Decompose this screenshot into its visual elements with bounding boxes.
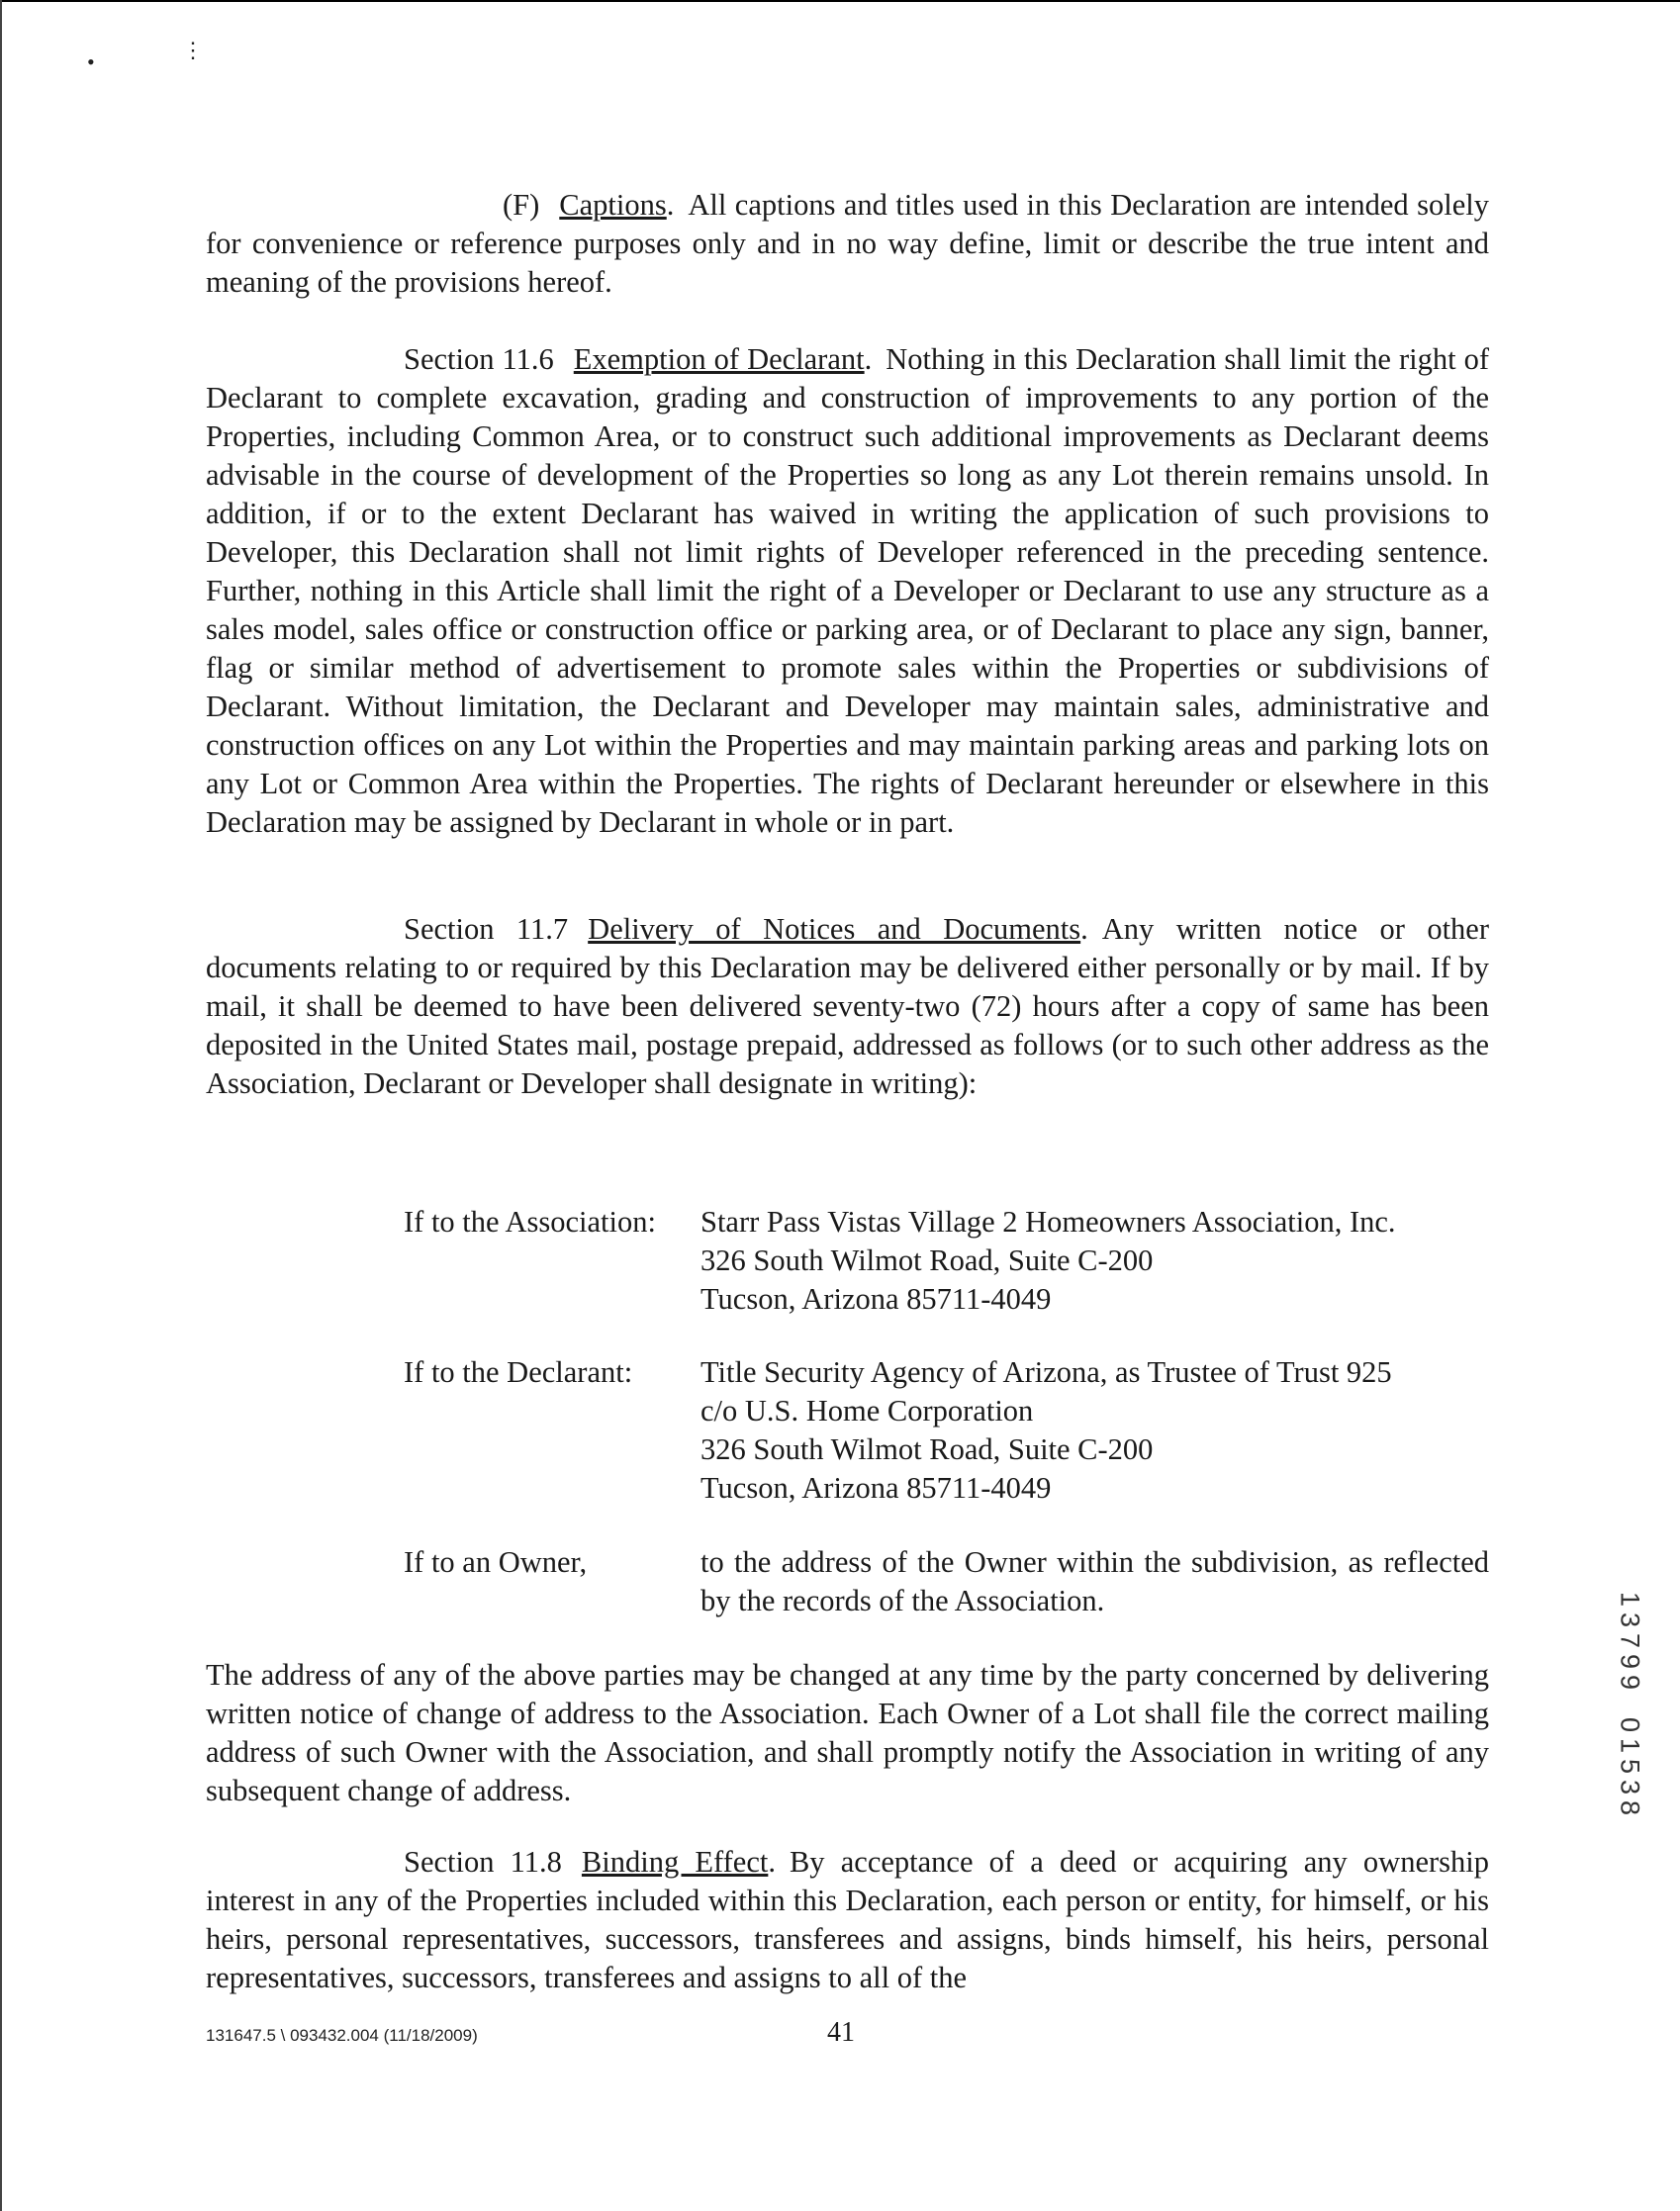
- stamp-digit: 8: [1615, 1799, 1645, 1816]
- address-line: Tucson, Arizona 85711-4049: [700, 1282, 1052, 1316]
- stamp-digit: 3: [1615, 1612, 1645, 1628]
- scan-edge-left: [0, 0, 2, 2211]
- section-11-7-paragraph: Section 11.7 Delivery of Notices and Documents. Any written notice or other documents relating to or required by this Declaration may be delivered either personally or by mail. If by mail, it shall be deemed to have been delivered seventy-two (72) hours after a copy of same has been deposited in the United States mail, postage prepaid, addressed as follows (or to such other address as the Association, Declarant or Developer shall designate in writing):: [206, 912, 1490, 1100]
- address-line: 326 South Wilmot Road, Suite C-200: [700, 1244, 1154, 1277]
- address-label: If to the Association:: [404, 1205, 656, 1239]
- address-text: to the address of the Owner within the subdivision, as reflected by the records of the Association.: [700, 1545, 1489, 1617]
- stamp-digit: 0: [1615, 1716, 1645, 1733]
- section-heading: Delivery of Notices and Documents: [588, 912, 1081, 946]
- document-code: 131647.5 \ 093432.004 (11/18/2009): [206, 2026, 478, 2045]
- stamp-digit: 9: [1615, 1674, 1645, 1691]
- address-block: [700, 1543, 1489, 1620]
- section-number: Section 11.6: [404, 342, 554, 376]
- address-block: [700, 1353, 1489, 1508]
- stamp-digit: 7: [1615, 1632, 1645, 1649]
- section-number: Section 11.8: [404, 1845, 562, 1879]
- captions-heading: Captions: [559, 188, 667, 222]
- section-text: Nothing in this Declaration shall limit the right of Declarant to complete excavation, grading and construction of improvements to any portion of the Properties, including Common Area, or to construct such additional improvements as Declarant deems advisable in the course of development of the Properties so long as any Lot therein remains unsold. In addition, if or to the extent Declarant has waived in writing the application of such provisions to Developer, this Declaration shall not limit rights of Developer referenced in the preceding sentence. Further, nothing in this Article shall limit the right of a Developer or Declarant to use any structure as a sales model, sales office or construction office or parking area, or of Declarant to place any sign, banner, flag or similar method of advertisement to promote sales within the Properties or subdivisions of Declarant. Without limitation, the Declarant and Developer may maintain sales, administrative and construction offices on any Lot within the Properties and may maintain parking areas and parking lots on any Lot or Common Area within the Properties. The rights of Declarant hereunder or elsewhere in this Declaration may be assigned by Declarant in whole or in part.: [206, 342, 1489, 839]
- section-heading: Exemption of Declarant: [573, 342, 865, 376]
- scan-speck: •: [87, 49, 95, 74]
- address-line: Starr Pass Vistas Village 2 Homeowners Association, Inc.: [700, 1205, 1396, 1239]
- stamp-digit: 9: [1615, 1653, 1645, 1670]
- stamp-digit: 1: [1615, 1591, 1645, 1608]
- section-text: By acceptance of a deed or acquiring any ownership interest in any of the Properties included within this Declaration, each person or entity, for himself, or his heirs, personal representatives, successors, transferees and assigns, binds himself, his heirs, personal representatives, successors, transferees and assigns to all of the: [206, 1845, 1489, 1994]
- section-number: Section 11.7: [404, 912, 569, 946]
- address-label: If to an Owner,: [404, 1545, 588, 1579]
- recording-stamp: [1615, 1589, 1644, 1818]
- section-11-6-paragraph: Section 11.6 Exemption of Declarant. Nothing in this Declaration shall limit the right of Declarant to complete excavation, grading and construction of improvements to any portion of the Properties, including Common Area, or to construct such additional improvements as Declarant deems advisable in the course of development of the Properties so long as any Lot therein remains unsold. In addition, if or to the extent Declarant has waived in writing the application of such provisions to Developer, this Declaration shall not limit rights of Developer referenced in the preceding sentence. Further, nothing in this Article shall limit the right of a Developer or Declarant to use any structure as a sales model, sales office or construction office or parking area, or of Declarant to place any sign, banner, flag or similar method of advertisement to promote sales within the Properties or subdivisions of Declarant. Without limitation, the Declarant and Developer may maintain sales, administrative and construction offices on any Lot within the Properties and may maintain parking areas and parking lots on any Lot or Common Area within the Properties. The rights of Declarant hereunder or elsewhere in this Declaration may be assigned by Declarant in whole or in part.: [206, 342, 1489, 839]
- address-line: c/o U.S. Home Corporation: [700, 1394, 1034, 1428]
- stamp-digit: 1: [1615, 1737, 1645, 1754]
- captions-paragraph: (F) Captions. All captions and titles used in this Declaration are intended solely for convenience or reference purposes only and in no way define, limit or describe the true intent and meaning of the provisions hereof.: [206, 188, 1489, 299]
- section-heading: Binding Effect: [581, 1845, 769, 1879]
- captions-text: All captions and titles used in this Declaration are intended solely for convenience or reference purposes only and in no way define, limit or describe the true intent and meaning of the provisions hereof.: [206, 188, 1489, 299]
- stamp-digit: 3: [1615, 1779, 1645, 1796]
- address-line: Tucson, Arizona 85711-4049: [700, 1471, 1052, 1505]
- captions-label: (F): [503, 188, 540, 222]
- address-line: Title Security Agency of Arizona, as Trustee of Trust 925: [700, 1355, 1392, 1389]
- section-text: Any written notice or other documents relating to or required by this Declaration may be delivered either personally or by mail. If by mail, it shall be deemed to have been delivered seventy-two (72) hours after a copy of same has been deposited in the United States mail, postage prepaid, addressed as follows (or to such other address as the Association, Declarant or Developer shall designate in writing):: [206, 912, 1490, 1100]
- change-of-address-paragraph: [206, 1656, 1489, 1810]
- section-11-8-paragraph: Section 11.8 Binding Effect. By acceptance of a deed or acquiring any ownership interest in any of the Properties included within this Declaration, each person or entity, for himself, or his heirs, personal representatives, successors, transferees and assigns, binds himself, his heirs, personal representatives, successors, transferees and assigns to all of the: [206, 1845, 1489, 1994]
- address-label: If to the Declarant:: [404, 1355, 633, 1389]
- address-line: 326 South Wilmot Road, Suite C-200: [700, 1432, 1154, 1466]
- address-block: [700, 1203, 1489, 1319]
- scan-speck: ⋮: [182, 38, 204, 62]
- scan-edge-top: [0, 0, 1680, 2]
- stamp-digit: 5: [1615, 1758, 1645, 1775]
- paragraph-text: The address of any of the above parties may be changed at any time by the party concerned by delivering written notice of change of address to the Association. Each Owner of a Lot shall file the correct mailing address of such Owner with the Association, and shall promptly notify the Association in writing of any subsequent change of address.: [206, 1658, 1489, 1807]
- page-number: 41: [827, 2017, 855, 2048]
